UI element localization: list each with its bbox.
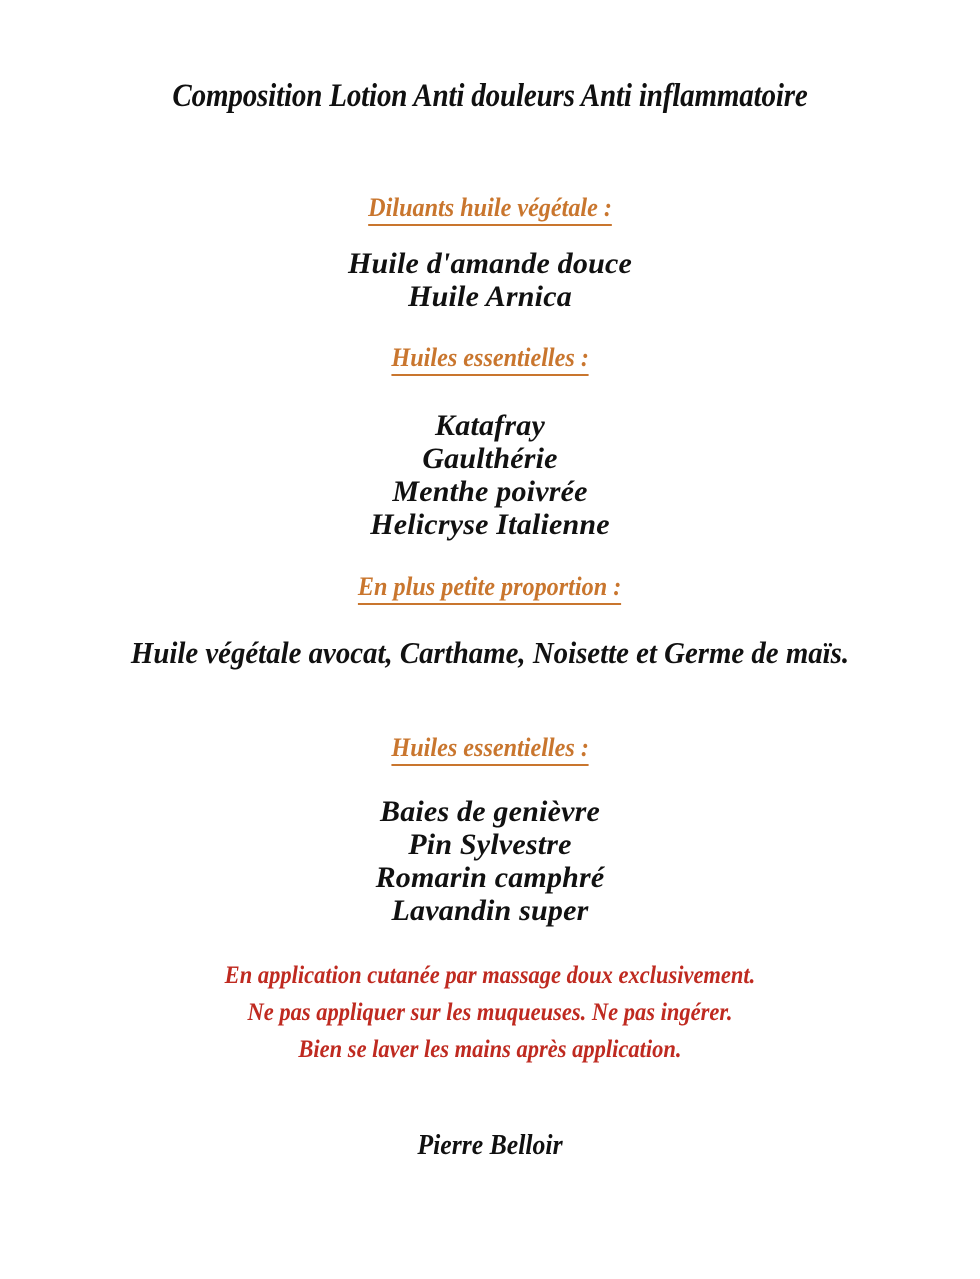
section-heading-diluants bbox=[0, 193, 980, 226]
warning-line: En application cutanée par massage doux exclusivement. bbox=[224, 962, 756, 989]
section-heading-huiles-essentielles-1 bbox=[0, 343, 980, 376]
ingredient-list-huiles-essentielles-2 bbox=[0, 795, 980, 927]
section-heading-diluants-text: Diluants huile végétale : bbox=[368, 193, 612, 226]
list-item: Pin Sylvestre bbox=[408, 828, 572, 861]
ingredient-list-huiles-essentielles-1 bbox=[0, 409, 980, 541]
ingredient-list-diluants bbox=[0, 247, 980, 313]
paragraph-petite-proportion bbox=[70, 634, 910, 672]
page-title: Composition Lotion Anti douleurs Anti inflammatoire bbox=[172, 78, 808, 114]
author-signature: Pierre Belloir bbox=[417, 1130, 563, 1161]
section-heading-huiles-essentielles-2-text: Huiles essentielles : bbox=[391, 733, 588, 766]
warning-line: Ne pas appliquer sur les muqueuses. Ne pas ingérer. bbox=[247, 999, 733, 1026]
list-item: Helicryse Italienne bbox=[370, 508, 610, 541]
list-item: Romarin camphré bbox=[375, 861, 605, 894]
section-heading-petite-proportion bbox=[0, 572, 980, 605]
list-item: Gaulthérie bbox=[422, 442, 558, 475]
list-item: Huile d'amande douce bbox=[348, 247, 632, 280]
list-item: Baies de genièvre bbox=[379, 795, 600, 828]
list-item: Menthe poivrée bbox=[392, 475, 588, 508]
warning-line: Bien se laver les mains après application. bbox=[298, 1036, 682, 1063]
warning-notice bbox=[0, 957, 980, 1068]
list-item: Katafray bbox=[435, 409, 545, 442]
list-item: Huile Arnica bbox=[408, 280, 572, 313]
paragraph-petite-proportion-text: Huile végétale avocat, Carthame, Noisette et Germe de maïs. bbox=[130, 635, 850, 670]
section-heading-huiles-essentielles-1-text: Huiles essentielles : bbox=[391, 343, 588, 376]
section-heading-petite-proportion-text: En plus petite proportion : bbox=[358, 572, 621, 605]
list-item: Lavandin super bbox=[391, 894, 589, 927]
section-heading-huiles-essentielles-2 bbox=[0, 733, 980, 766]
